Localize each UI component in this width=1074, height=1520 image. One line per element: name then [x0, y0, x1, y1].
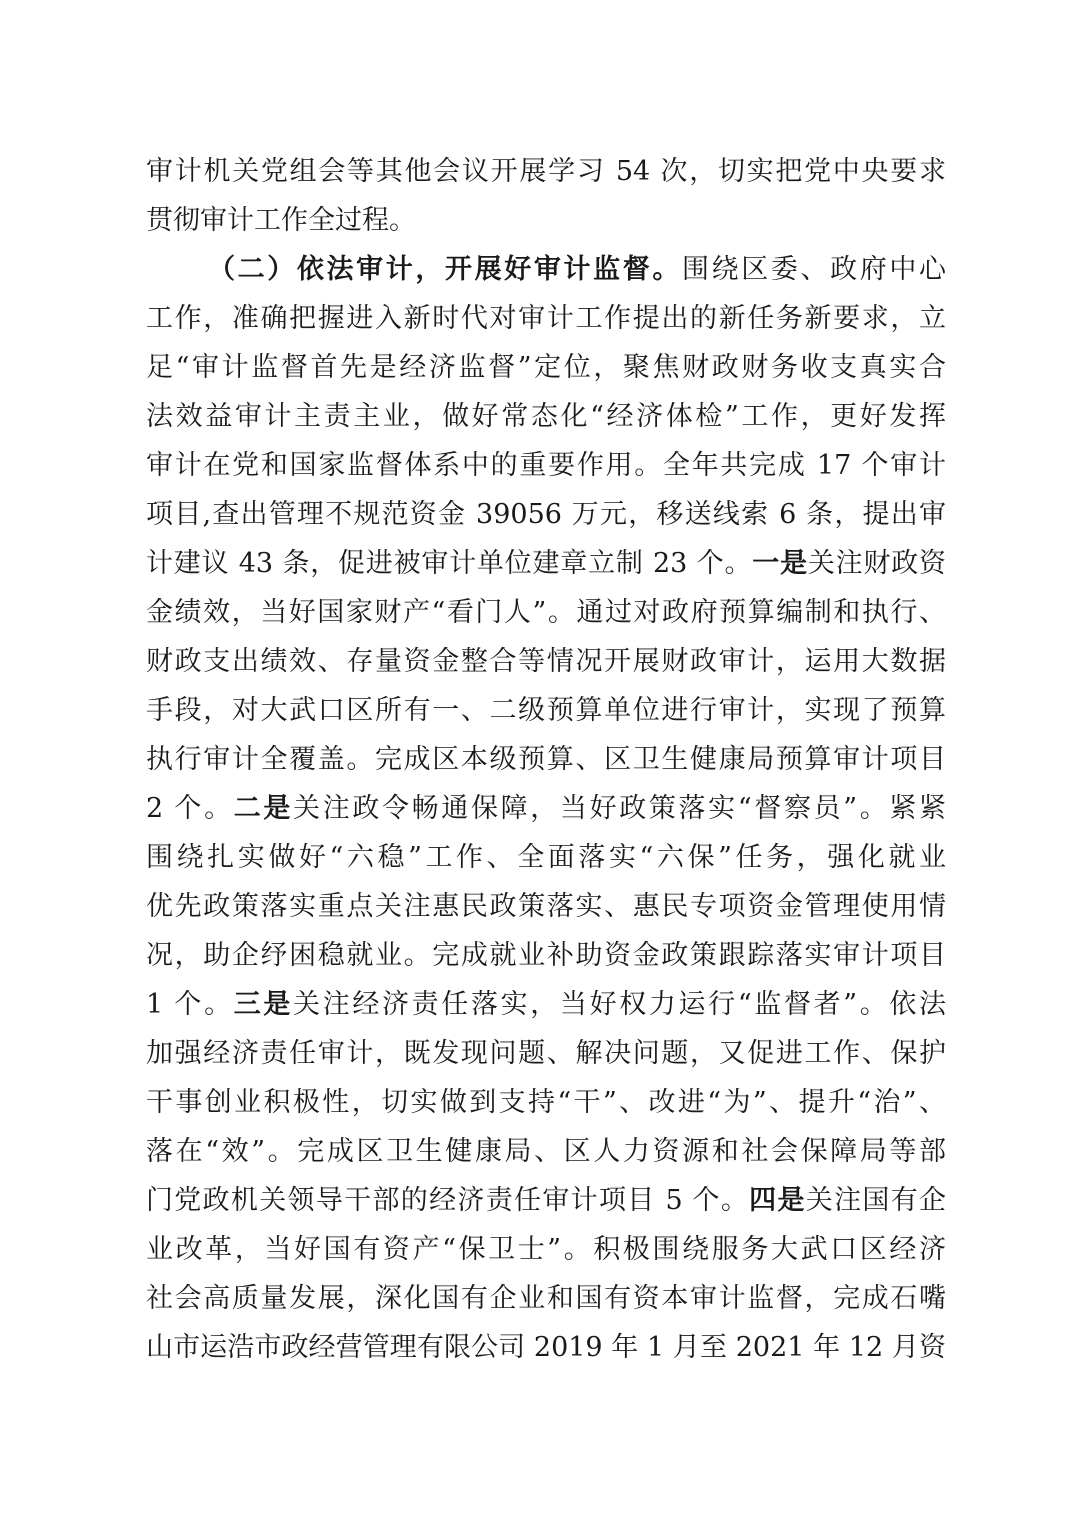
text-line	[146, 588, 946, 637]
text-segment: 况，助企纾困稳就业。完成就业补助资金政策跟踪落实审计项目	[146, 940, 946, 971]
text-segment: 关注政令畅通保障，当好政策落实“督察员”。紧紧	[293, 793, 946, 824]
text-segment: 加强经济责任审计，既发现问题、解决问题，又促进工作、保护	[146, 1038, 946, 1069]
text-segment: 金绩效，当好国家财产“看门人”。通过对政府预算编制和执行、	[146, 597, 946, 628]
text-line	[146, 931, 946, 980]
text-segment: 执行审计全覆盖。完成区本级预算、区卫生健康局预算审计项目	[146, 744, 946, 775]
text-line	[146, 686, 946, 735]
text-segment: 业改革，当好国有资产“保卫士”。积极围绕服务大武口区经济	[146, 1234, 946, 1265]
text-segment: 审计机关党组会等其他会议开展学习 54 次，切实把党中央要求	[146, 156, 946, 187]
text-segment: 关注国有企	[805, 1185, 946, 1216]
text-line	[146, 490, 946, 539]
text-segment: 贯彻审计工作全过程。	[146, 205, 416, 236]
text-line	[146, 637, 946, 686]
text-line	[146, 1078, 946, 1127]
text-segment: 法效益审计主责主业，做好常态化“经济体检”工作，更好发挥	[146, 401, 946, 432]
text-line	[146, 882, 946, 931]
text-segment: 财政支出绩效、存量资金整合等情况开展财政审计，运用大数据	[146, 646, 946, 677]
text-segment: 围绕扎实做好“六稳”工作、全面落实“六保”任务，强化就业	[146, 842, 946, 873]
text-segment: 关注经济责任落实，当好权力运行“监督者”。依法	[293, 989, 946, 1020]
text-segment: 干事创业积极性，切实做到支持“干”、改进“为”、提升“治”、	[146, 1087, 946, 1118]
text-segment: 工作，准确把握进入新时代对审计工作提出的新任务新要求，立	[146, 303, 946, 334]
text-segment: 社会高质量发展，深化国有企业和国有资本审计监督，完成石嘴	[146, 1283, 946, 1314]
text-line	[146, 245, 946, 294]
text-line	[146, 1225, 946, 1274]
document-body	[146, 147, 946, 1372]
text-line	[146, 147, 946, 196]
text-segment: 围绕区委、政府中心	[682, 254, 946, 285]
text-segment: 2 个。	[146, 793, 234, 824]
text-segment: 审计在党和国家监督体系中的重要作用。全年共完成 17 个审计	[146, 450, 946, 481]
text-segment: 山市运浩市政经营管理有限公司 2019 年 1 月至 2021 年 12 月资	[146, 1332, 946, 1363]
text-line	[146, 539, 946, 588]
text-segment: 关注财政资	[807, 548, 946, 579]
text-line	[146, 980, 946, 1029]
text-segment: 1 个。	[146, 989, 234, 1020]
text-line	[146, 196, 946, 245]
text-line	[146, 441, 946, 490]
emphasis-keyword: 二是	[233, 793, 294, 824]
text-line	[146, 784, 946, 833]
text-line	[146, 833, 946, 882]
text-line	[146, 1127, 946, 1176]
emphasis-keyword: 一是	[752, 548, 808, 579]
text-line	[146, 1029, 946, 1078]
text-segment: 手段，对大武口区所有一、二级预算单位进行审计，实现了预算	[146, 695, 946, 726]
section-heading: （二）依法审计，开展好审计监督。	[208, 254, 682, 285]
text-segment: 计建议 43 条，促进被审计单位建章立制 23 个。	[146, 548, 753, 579]
text-segment: 门党政机关领导干部的经济责任审计项目 5 个。	[146, 1185, 750, 1216]
text-segment: 足“审计监督首先是经济监督”定位，聚焦财政财务收支真实合	[146, 352, 946, 383]
text-line	[146, 392, 946, 441]
text-line	[146, 1176, 946, 1225]
text-line	[146, 343, 946, 392]
text-line	[146, 1274, 946, 1323]
text-line	[146, 735, 946, 784]
text-segment: 项目,查出管理不规范资金 39056 万元，移送线索 6 条，提出审	[146, 499, 946, 530]
text-segment: 优先政策落实重点关注惠民政策落实、惠民专项资金管理使用情	[146, 891, 946, 922]
text-line	[146, 1323, 946, 1372]
text-segment: 落在“效”。完成区卫生健康局、区人力资源和社会保障局等部	[146, 1136, 946, 1167]
text-line	[146, 294, 946, 343]
emphasis-keyword: 三是	[233, 989, 294, 1020]
emphasis-keyword: 四是	[749, 1185, 806, 1216]
